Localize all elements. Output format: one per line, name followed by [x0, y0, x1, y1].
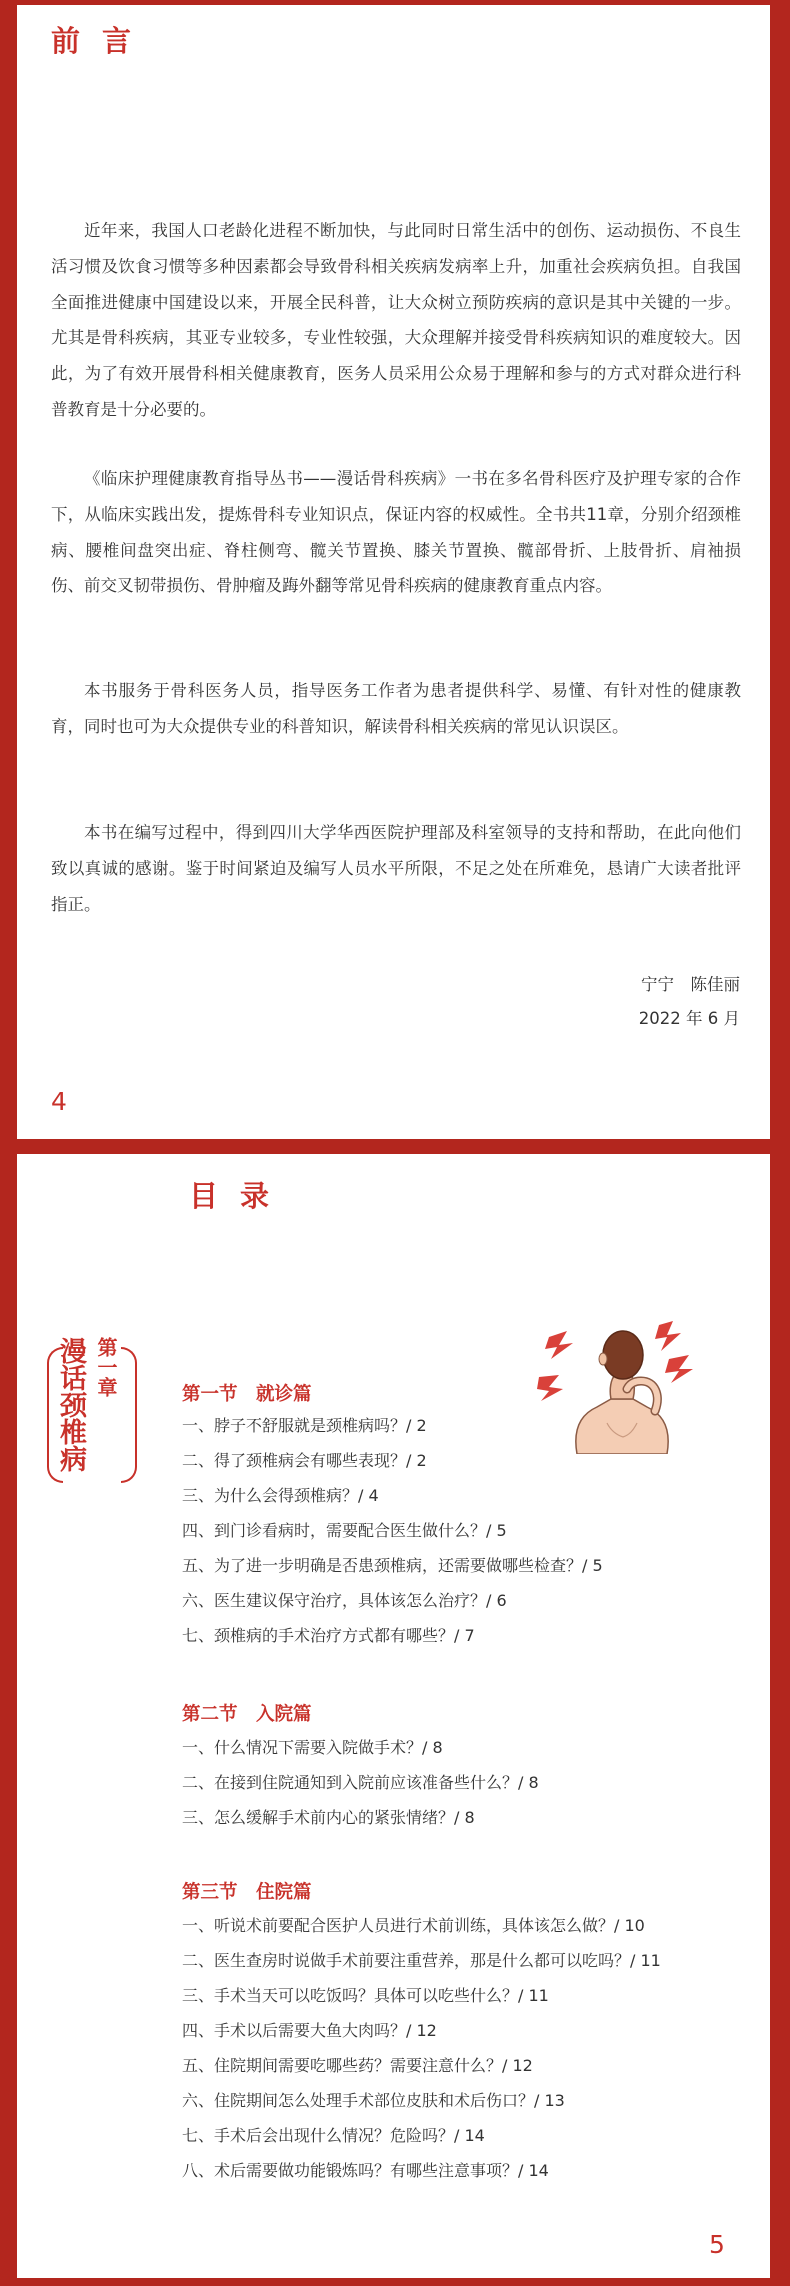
toc-item[interactable]: 六、医生建议保守治疗，具体该怎么治疗？/ 6: [182, 1591, 507, 1610]
toc-item[interactable]: 二、在接到住院通知到入院前应该准备些什么？/ 8: [182, 1773, 539, 1792]
preface-paragraph-3: 本书服务于骨科医务人员，指导医务工作者为患者提供科学、易懂、有针对性的健康教育，同时也可为大众提供专业的科普知识，解读骨科相关疾病的常见认识误区。: [51, 681, 741, 736]
toc-item[interactable]: 二、医生查房时说做手术前要注重营养，那是什么都可以吃吗？/ 11: [182, 1951, 661, 1970]
toc-item[interactable]: 一、听说术前要配合医护人员进行术前训练，具体该怎么做？/ 10: [182, 1916, 645, 1935]
chapter-badge: [49, 1339, 149, 1499]
toc-item[interactable]: 六、住院期间怎么处理手术部位皮肤和术后伤口？/ 13: [182, 2091, 565, 2110]
preface-paragraph-4: 本书在编写过程中，得到四川大学华西医院护理部及科室领导的支持和帮助，在此向他们致以真诚的感谢。鉴于时间紧迫及编写人员水平所限，不足之处在所难免，恳请广大读者批评指正。: [51, 823, 741, 914]
preface-authors: 宁宁 陈佳丽: [641, 975, 740, 994]
contents-title: 目录: [189, 1179, 292, 1213]
page-number: 5: [709, 2230, 725, 2259]
section-1-list: [182, 1408, 762, 1653]
bracket-right-decoration: [121, 1347, 137, 1483]
toc-item[interactable]: 三、手术当天可以吃饭吗？具体可以吃些什么？/ 11: [182, 1986, 549, 2005]
toc-item[interactable]: 五、住院期间需要吃哪些药？需要注意什么？/ 12: [182, 2056, 533, 2075]
page-number: 4: [51, 1087, 67, 1116]
pain-bolt-icon: [537, 1375, 563, 1401]
toc-item[interactable]: 七、手术后会出现什么情况？危险吗？/ 14: [182, 2126, 485, 2145]
preface-page: [17, 5, 770, 1139]
contents-page: [17, 1154, 770, 2278]
toc-item[interactable]: 一、脖子不舒服就是颈椎病吗？/ 2: [182, 1416, 427, 1435]
toc-item[interactable]: 四、手术以后需要大鱼大肉吗？/ 12: [182, 2021, 437, 2040]
toc-item[interactable]: 七、颈椎病的手术治疗方式都有哪些？/ 7: [182, 1626, 475, 1645]
section-3-list: [182, 1908, 762, 2188]
preface-paragraph-1: 近年来，我国人口老龄化进程不断加快，与此同时日常生活中的创伤、运动损伤、不良生活习惯及饮食习惯等多种因素都会导致骨科相关疾病发病率上升，加重社会疾病负担。自我国全面推进健康中国建设以来，开展全民科普，让大众树立预防疾病的意识是其中关键的一步。尤其是骨科疾病，其亚专业较多，专业性较强，大众理解并接受骨科疾病知识的难度较大。因此，为了有效开展骨科相关健康教育，医务人员采用公众易于理解和参与的方式对群众进行科普教育是十分必要的。: [51, 221, 741, 419]
preface-date: 2022 年 6 月: [638, 1009, 740, 1028]
section-title-3: 第三节 住院篇: [182, 1882, 312, 1903]
section-title-2: 第二节 入院篇: [182, 1704, 312, 1725]
pain-bolt-icon: [545, 1331, 573, 1359]
toc-item[interactable]: 三、怎么缓解手术前内心的紧张情绪？/ 8: [182, 1808, 475, 1827]
toc-item[interactable]: 五、为了进一步明确是否患颈椎病，还需要做哪些检查？/ 5: [182, 1556, 603, 1575]
pain-bolt-icon: [655, 1321, 681, 1351]
preface-title: 前言: [51, 24, 154, 58]
section-2-list: [182, 1730, 762, 1835]
toc-item[interactable]: 一、什么情况下需要入院做手术？/ 8: [182, 1738, 443, 1757]
chapter-number: 第一章: [94, 1337, 118, 1397]
toc-item[interactable]: 三、为什么会得颈椎病？/ 4: [182, 1486, 379, 1505]
toc-item[interactable]: 四、到门诊看病时，需要配合医生做什么？/ 5: [182, 1521, 507, 1540]
pain-bolt-icon: [665, 1355, 693, 1383]
preface-paragraph-2: 《临床护理健康教育指导丛书——漫话骨科疾病》一书在多名骨科医疗及护理专家的合作下，从临床实践出发，提炼骨科专业知识点，保证内容的权威性。全书共11章，分别介绍颈椎病、腰椎间盘突出症、脊柱侧弯、髋关节置换、膝关节置换、髋部骨折、上肢骨折、肩袖损伤、前交叉韧带损伤、骨肿瘤及踇外翻等常见骨科疾病的健康教育重点内容。: [51, 469, 741, 596]
toc-item[interactable]: 二、得了颈椎病会有哪些表现？/ 2: [182, 1451, 427, 1470]
toc-item[interactable]: 八、术后需要做功能锻炼吗？有哪些注意事项？/ 14: [182, 2161, 549, 2180]
chapter-title: 漫话颈椎病: [55, 1337, 86, 1472]
section-title-1: 第一节 就诊篇: [182, 1384, 312, 1405]
